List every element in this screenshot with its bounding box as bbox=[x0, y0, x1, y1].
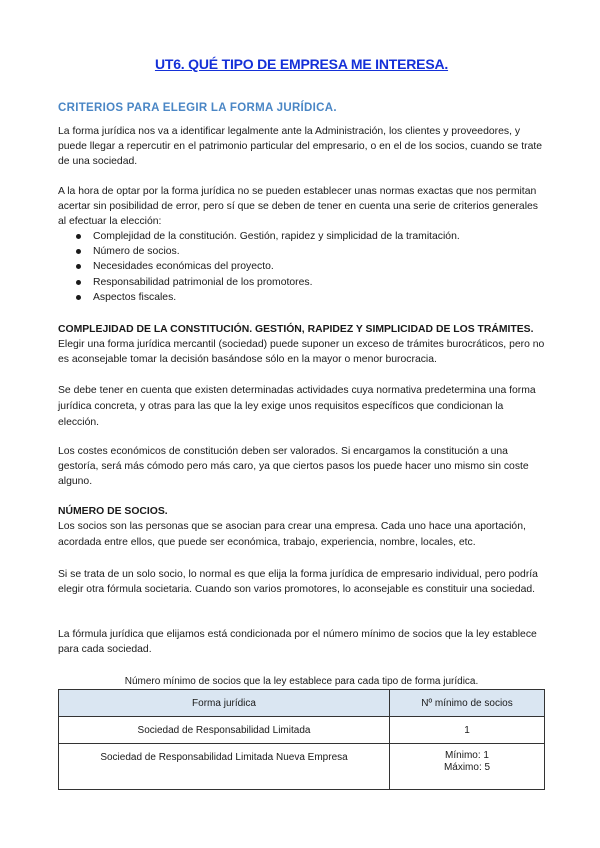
header-minimo-socios: Nº mínimo de socios bbox=[390, 690, 545, 717]
socios-table bbox=[58, 689, 545, 790]
complejidad-paragraph-2: Se debe tener en cuenta que existen determinadas actividades cuya normativa predetermina una forma jurídica concreta, y otras para las que la ley exige unos requisitos específicos que condicionan la elección. bbox=[58, 385, 536, 428]
table-header-row bbox=[59, 690, 545, 717]
socios-paragraph-1: Los socios son las personas que se asocian para crear una empresa. Cada uno hace una aportación, acordada entre ellos, que puede ser económica, trabajo, experiencia, nombre, locales, etc. bbox=[58, 521, 526, 548]
table-cell-minimo: 1 bbox=[390, 717, 545, 744]
list-item: Número de socios. bbox=[93, 244, 545, 259]
complejidad-paragraph-3: Los costes económicos de constitución deben ser valorados. Si encargamos la constitución a una gestoría, será más cómodo pero más caro, ya que ciertos pasos los puede hacer uno mismo sin coste alguno. bbox=[58, 446, 529, 487]
list-item: Responsabilidad patrimonial de los promotores. bbox=[93, 275, 545, 290]
socios-paragraph-2: Si se trata de un solo socio, lo normal es que elija la forma jurídica de empresario individual, pero podría elegir otra fórmula societaria. Cuando son varios promotores, lo aconsejable es constituir una sociedad. bbox=[58, 569, 538, 595]
page-title: UT6. QUÉ TIPO DE EMPRESA ME INTERESA. bbox=[154, 56, 449, 72]
table-caption: Número mínimo de socios que la ley establece para cada tipo de forma jurídica. bbox=[124, 676, 479, 687]
table-row bbox=[59, 717, 545, 744]
list-item: Necesidades económicas del proyecto. bbox=[93, 259, 545, 274]
section-title: CRITERIOS PARA ELEGIR LA FORMA JURÍDICA. bbox=[58, 102, 337, 114]
minimo-line: Mínimo: 1 bbox=[445, 750, 489, 761]
socios-paragraph-3: La fórmula jurídica que elijamos está condicionada por el número mínimo de socios que la ley establece para cada sociedad. bbox=[58, 629, 537, 655]
complejidad-paragraph-1: Elegir una forma jurídica mercantil (sociedad) puede suponer un exceso de trámites burocráticos, pero no es aconsejable tomar la decisión basándose sólo en la mayor o menor burocracia. bbox=[58, 339, 545, 365]
maximo-line: Máximo: 5 bbox=[443, 762, 491, 773]
optar-paragraph: A la hora de optar por la forma jurídica no se pueden establecer unas normas exactas que nos permitan acertar sin posibilidad de error, pero sí que se deben de tener en cuenta una serie de criterios generales al efectuar la elección: bbox=[58, 186, 538, 227]
complejidad-heading: COMPLEJIDAD DE LA CONSTITUCIÓN. GESTIÓN, RAPIDEZ Y SIMPLICIDAD DE LOS TRÁMITES. bbox=[58, 324, 534, 335]
list-item: Complejidad de la constitución. Gestión, rapidez y simplicidad de la tramitación. bbox=[93, 229, 545, 244]
criteria-list bbox=[58, 229, 545, 305]
intro-paragraph: La forma jurídica nos va a identificar legalmente ante la Administración, los clientes y proveedores, y puede llegar a repercutir en el patrimonio particular del empresario, o en el de los socios, cuando se trate de una sociedad. bbox=[58, 126, 543, 167]
table-cell-forma: Sociedad de Responsabilidad Limitada bbox=[59, 717, 390, 744]
table-cell-minimo bbox=[390, 744, 545, 790]
socios-heading: NÚMERO DE SOCIOS. bbox=[58, 506, 168, 517]
table-row bbox=[59, 744, 545, 790]
header-forma-juridica: Forma jurídica bbox=[59, 690, 390, 717]
list-item: Aspectos fiscales. bbox=[93, 290, 545, 305]
table-cell-forma: Sociedad de Responsabilidad Limitada Nueva Empresa bbox=[59, 744, 390, 790]
